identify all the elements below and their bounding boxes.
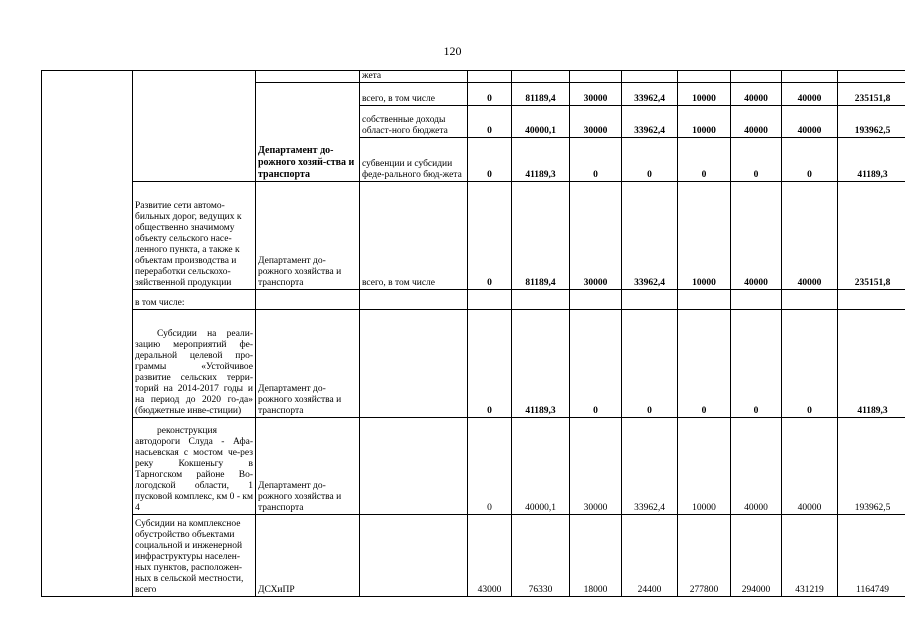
- value-cell: 0: [468, 138, 512, 182]
- value-cell: 40000: [731, 106, 782, 138]
- funding-source-cell: всего, в том числе: [360, 182, 468, 290]
- funding-source-cell: собственные доходы област-ного бюджета: [360, 106, 468, 138]
- table-row: [42, 515, 905, 597]
- value-cell: 81189,4: [512, 83, 570, 106]
- value-cell: 294000: [731, 515, 782, 597]
- department-cell: [256, 83, 360, 182]
- funding-source-cell: всего, в том числе: [360, 83, 468, 106]
- value-cell: 76330: [512, 515, 570, 597]
- empty-cell: [42, 71, 133, 597]
- value-cell: 24400: [622, 515, 678, 597]
- value-cell: 0: [570, 138, 622, 182]
- value-cell: 235151,8: [838, 83, 905, 106]
- empty-cell: [360, 418, 468, 515]
- table-row: [42, 290, 905, 310]
- value-cell: 33962,4: [622, 418, 678, 515]
- value-cell: 30000: [570, 83, 622, 106]
- value-cell: 18000: [570, 515, 622, 597]
- department-cell: Департамент до-рожного хозяйства и транспорта: [256, 182, 360, 290]
- including-label: в том числе:: [133, 290, 256, 310]
- measure-name-cell: [133, 310, 256, 418]
- value-cell: 0: [678, 138, 731, 182]
- value-cell: 41189,3: [512, 310, 570, 418]
- department-cell: Департамент до-рожного хозяйства и транспорта: [256, 310, 360, 418]
- value-cell: 193962,5: [838, 418, 905, 515]
- page-number: 120: [443, 44, 462, 58]
- value-cell: 10000: [678, 83, 731, 106]
- value-cell: 10000: [678, 106, 731, 138]
- value-cell: 0: [622, 310, 678, 418]
- value-cell: 235151,8: [838, 182, 905, 290]
- value-cell: 40000: [731, 182, 782, 290]
- value-cell: 33962,4: [622, 106, 678, 138]
- value-cell: 33962,4: [622, 83, 678, 106]
- department-cell: Департамент до-рожного хозяйства и транспорта: [256, 418, 360, 515]
- value-cell: 41189,3: [838, 138, 905, 182]
- table-row: [42, 418, 905, 515]
- value-cell: 40000: [782, 418, 838, 515]
- empty-cell: [133, 71, 256, 182]
- empty-cell: [360, 515, 468, 597]
- table-row: [42, 310, 905, 418]
- measure-name-text: Субсидии на реали-зацию мероприятий фе-деральной целевой про-граммы «Устойчивое развитие сельских терри-торий на 2014-2017 годы и на период до 2020 го-да» (бюджетные инве-стиции): [135, 329, 253, 416]
- value-cell: 41189,3: [512, 138, 570, 182]
- value-cell: 40000: [731, 418, 782, 515]
- value-cell: 431219: [782, 515, 838, 597]
- value-cell: 0: [782, 138, 838, 182]
- value-cell: 0: [468, 418, 512, 515]
- value-cell: 0: [731, 310, 782, 418]
- value-cell: 81189,4: [512, 182, 570, 290]
- value-cell: 40000: [731, 83, 782, 106]
- table-row: [42, 71, 905, 83]
- value-cell: 0: [678, 310, 731, 418]
- value-cell: 0: [731, 138, 782, 182]
- value-cell: 0: [622, 138, 678, 182]
- value-cell: 40000: [782, 83, 838, 106]
- value-cell: 43000: [468, 515, 512, 597]
- value-cell: 41189,3: [838, 310, 905, 418]
- funding-source-cell: субвенции и субсидии феде-рального бюд-жета: [360, 138, 468, 182]
- value-cell: 40000,1: [512, 106, 570, 138]
- value-cell: 33962,4: [622, 182, 678, 290]
- value-cell: 0: [468, 83, 512, 106]
- measure-name-text: реконструкция автодороги Слуда - Афа-насьевская с мостом че-рез реку Кокшеньгу в Тарногском районе Во-логодской области, 1 пусковой комплекс, км 0 - км 4: [135, 426, 253, 513]
- value-cell: 40000: [782, 106, 838, 138]
- value-cell: 40000,1: [512, 418, 570, 515]
- value-cell: 0: [782, 310, 838, 418]
- value-cell: 30000: [570, 418, 622, 515]
- empty-cell: [256, 71, 360, 83]
- value-cell: 10000: [678, 418, 731, 515]
- value-cell: 0: [570, 310, 622, 418]
- empty-cell: [360, 310, 468, 418]
- measure-name-cell: [133, 418, 256, 515]
- value-cell: 40000: [782, 182, 838, 290]
- department-label: Департамент до-рожного хозяй-ства и транспорта: [258, 145, 355, 180]
- value-cell: 30000: [570, 182, 622, 290]
- value-cell: 0: [468, 106, 512, 138]
- budget-table: [41, 70, 905, 597]
- table-row: [42, 182, 905, 290]
- value-cell: 30000: [570, 106, 622, 138]
- value-cell: 1164749: [838, 515, 905, 597]
- funding-source-cell: жета: [360, 71, 468, 83]
- measure-name-cell: Развитие сети автомо-бильных дорог, ведущих к общественно значимому объекту сельского насе-ленного пункта, а также к объектам производства и переработки сельскохо-зяйственной продукции: [133, 182, 256, 290]
- department-cell: ДСХиПР: [256, 515, 360, 597]
- value-cell: 193962,5: [838, 106, 905, 138]
- measure-name-cell: Субсидии на комплексное обустройство объектами социальной и инженерной инфраструктуры населен-ных пунктов, расположен-ных в сельской местности, всего: [133, 515, 256, 597]
- value-cell: 0: [468, 310, 512, 418]
- value-cell: 277800: [678, 515, 731, 597]
- value-cell: 10000: [678, 182, 731, 290]
- value-cell: 0: [468, 182, 512, 290]
